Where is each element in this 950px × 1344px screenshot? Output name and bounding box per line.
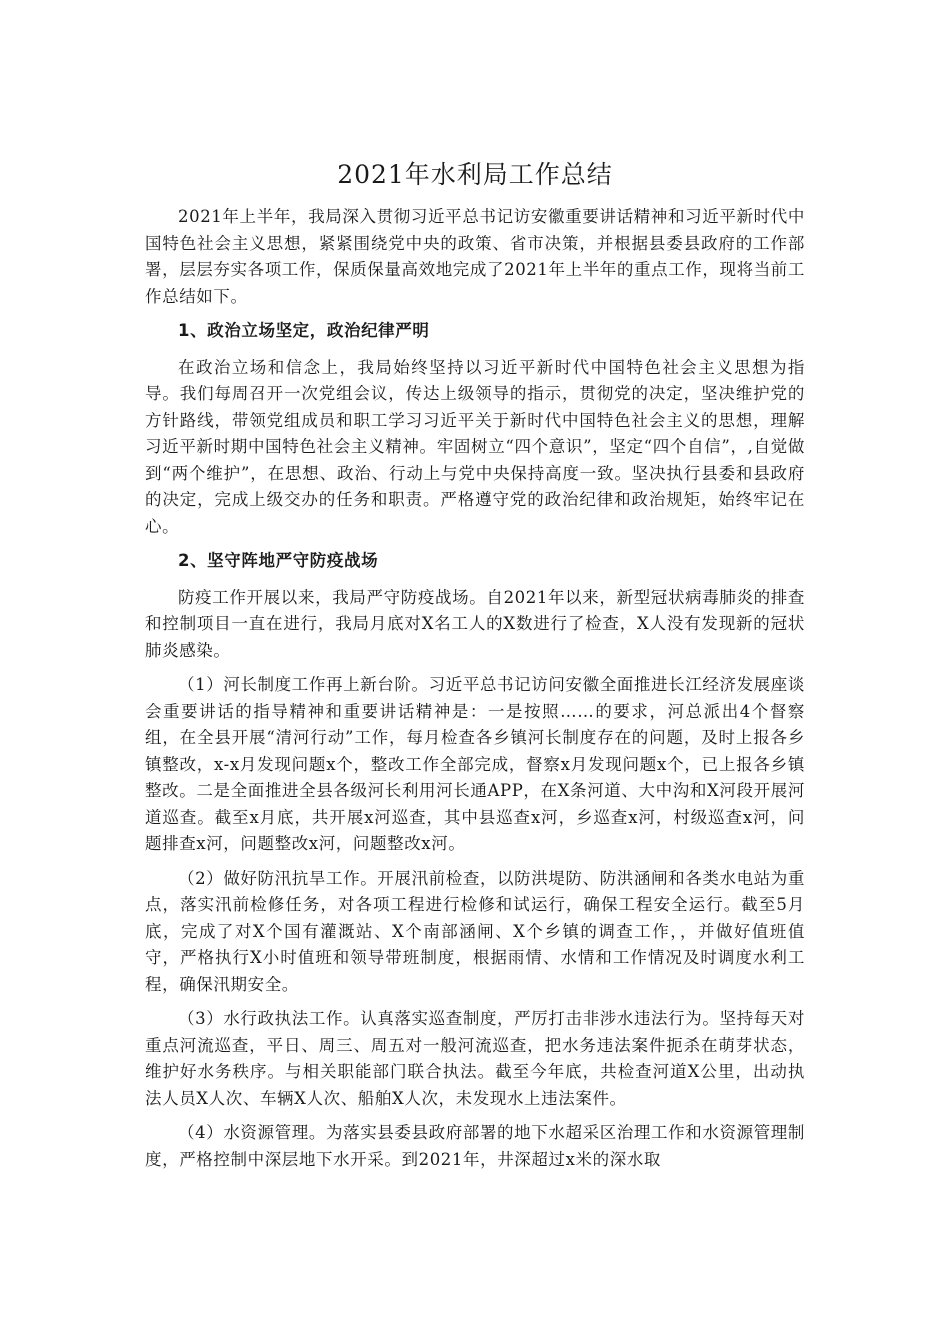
item-water-resources-paragraph: （4）水资源管理。为落实县委县政府部署的地下水超采区治理工作和水资源管理制度，严格控制中深层地下水开采。到2021年，井深超过x米的深水取 [145, 1123, 805, 1169]
section-1-paragraph: 在政治立场和信念上，我局始终坚持以习近平新时代中国特色社会主义思想为指导。我们每周召开一次党组会议，传达上级领导的指示，贯彻党的决定，坚决维护党的方针路线，带领党组成员和职工学习习近平关于新时代中国特色社会主义的思想，理解习近平新时期中国特色社会主义精神。牢固树立“四个意识”，坚定“四个自信”，,自觉做到“两个维护”，在思想、政治、行动上与党中央保持高度一致。坚决执行县委和县政府的决定，完成上级交办的任务和职责。严格遵守党的政治纪律和政治规矩，始终牢记在心。 [145, 357, 805, 536]
document-title: 2021年水利局工作总结 [337, 160, 613, 189]
item-law-enforcement-paragraph: （3）水行政执法工作。认真落实巡查制度，严厉打击非涉水违法行为。坚持每天对重点河流巡查，平日、周三、周五对一般河流巡查，把水务违法案件扼杀在萌芽状态，维护好水务秩序。与相关职能部门联合执法。截至今年底，共检查河道X公里，出动执法人员X人次、车辆X人次、船舶X人次，未发现水上违法案件。 [145, 1009, 805, 1108]
section-2-paragraph: 防疫工作开展以来，我局严守防疫战场。自2021年以来，新型冠状病毒肺炎的排查和控制项目一直在进行，我局月底对X名工人的X数进行了检查，X人没有发现新的冠状肺炎感染。 [145, 587, 805, 660]
document-page [145, 150, 805, 1181]
intro-paragraph: 2021年上半年，我局深入贯彻习近平总书记访安徽重要讲话精神和习近平新时代中国特色社会主义思想，紧紧围绕党中央的政策、省市决策，并根据县委县政府的工作部署，层层夯实各项工作，保质保量高效地完成了2021年上半年的重点工作，现将当前工作总结如下。 [145, 207, 805, 306]
section-2-heading: 2、坚守阵地严守防疫战场 [178, 551, 379, 570]
section-1-heading: 1、政治立场坚定，政治纪律严明 [178, 321, 430, 340]
item-river-chief-paragraph: （1）河长制度工作再上新台阶。习近平总书记访问安徽全面推进长江经济发展座谈会重要讲话的指导精神和重要讲话精神是：一是按照……的要求，河总派出4个督察组，在全县开展“清河行动”工作，每月检查各乡镇河长制度存在的问题，及时上报各乡镇整改，x-x月发现问题x个，整改工作全部完成，督察x月发现问题x个，已上报各乡镇整改。二是全面推进全县各级河长利用河长通APP，在X条河道、大中沟和X河段开展河道巡查。截至x月底，共开展x河巡查，其中县巡查x河，乡巡查x河，村级巡查x河，问题排查x河，问题整改x河，问题整改x河。 [145, 675, 805, 853]
item-flood-control-paragraph: （2）做好防汛抗旱工作。开展汛前检查，以防洪堤防、防洪涵闸和各类水电站为重点，落实汛前检修任务，对各项工程进行检修和试运行，确保工程安全运行。截至5月底，完成了对X个国有灌溉站、X个南部涵闸、X个乡镇的调查工作，，并做好值班值守，严格执行X小时值班和领导带班制度，根据雨情、水情和工作情况及时调度水利工程，确保汛期安全。 [145, 868, 805, 994]
